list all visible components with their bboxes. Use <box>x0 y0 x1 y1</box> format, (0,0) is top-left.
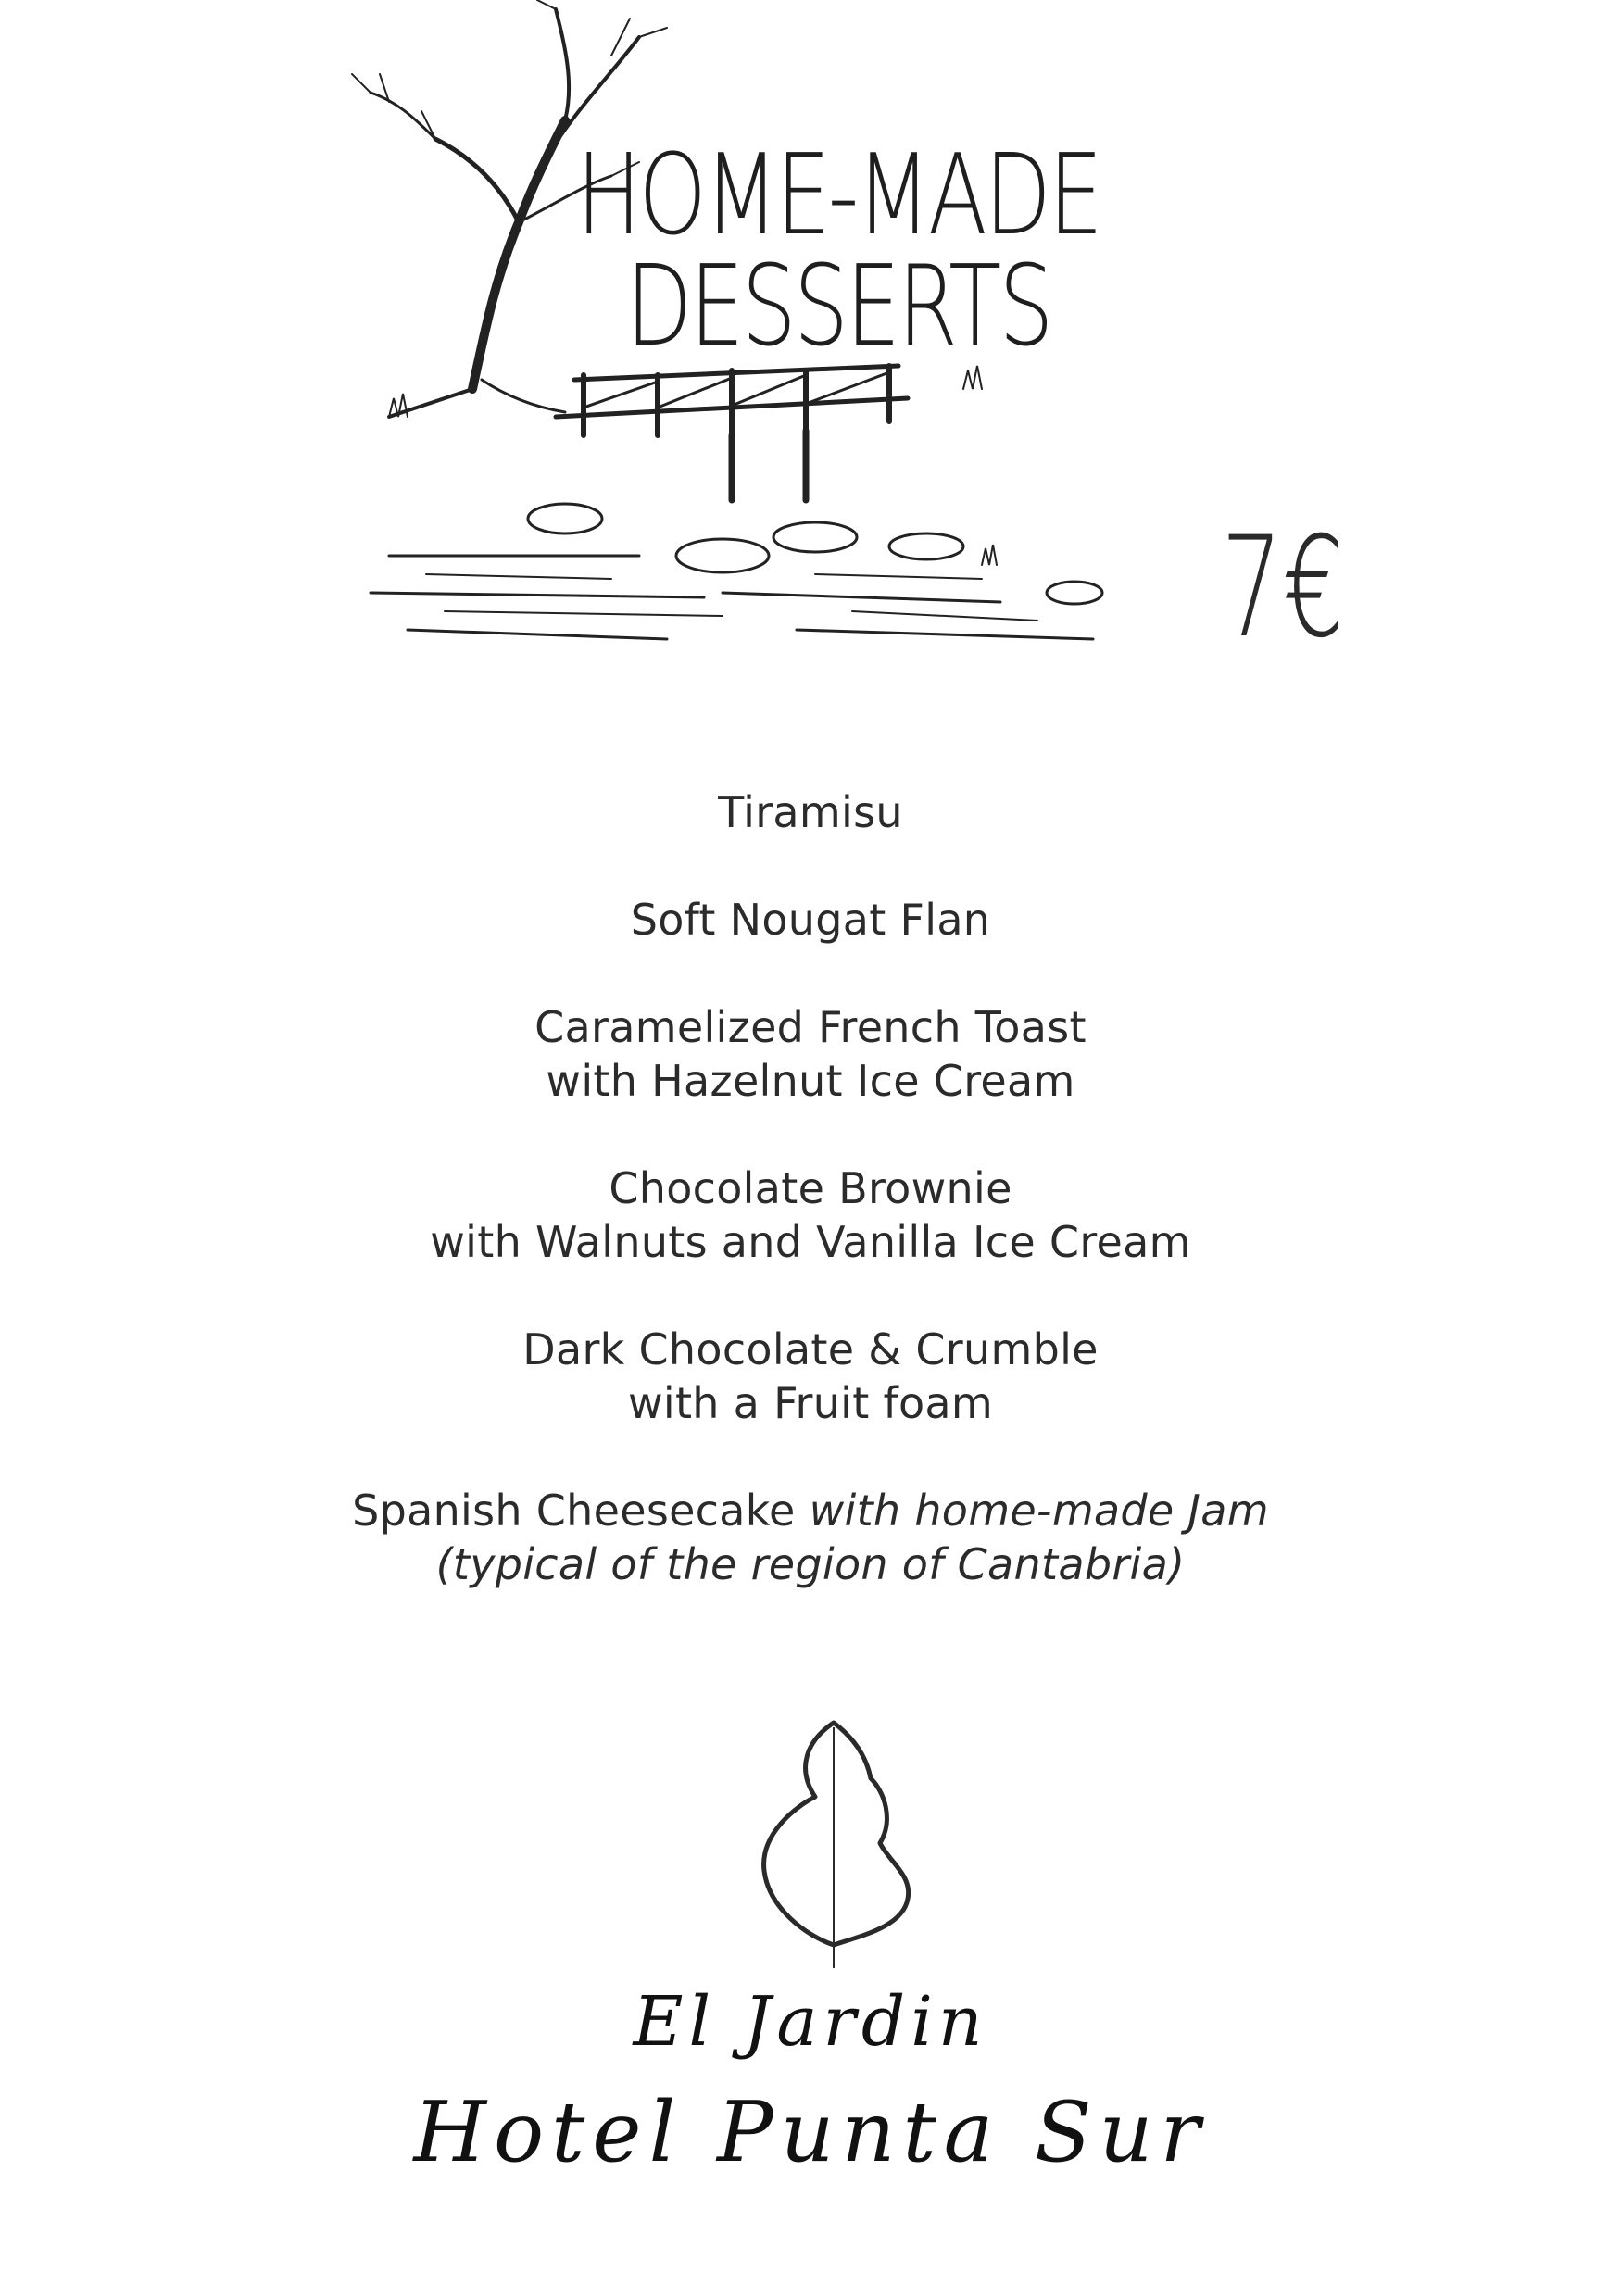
page-title-line2: DESSERTS <box>625 243 1051 371</box>
menu-item-name: Caramelized French Toast <box>534 1002 1087 1052</box>
menu-item-name <box>0 1484 1621 1537</box>
menu-item-name: Tiramisu <box>718 787 903 837</box>
price-label: 7€ <box>1221 508 1345 669</box>
menu-item-description: (typical of the region of Cantabria) <box>435 1539 1186 1589</box>
menu-item <box>0 1000 1621 1108</box>
menu-item-name-plain: Spanish Cheesecake <box>352 1486 810 1536</box>
menu-item <box>0 1484 1621 1591</box>
page-title-line1: HOME-MADE <box>576 132 1100 260</box>
menu-item <box>0 785 1621 839</box>
menu-item-description: with Walnuts and Vanilla Ice Cream <box>430 1217 1191 1267</box>
menu-item-name: Soft Nougat Flan <box>630 895 991 945</box>
leaf-icon <box>741 1713 926 1973</box>
menu-item-description: with Hazelnut Ice Cream <box>546 1056 1075 1106</box>
menu-item <box>0 893 1621 947</box>
menu-item <box>0 1323 1621 1430</box>
hotel-name: Hotel Punta Sur <box>413 2084 1208 2181</box>
menu-item-name: Chocolate Brownie <box>609 1163 1012 1213</box>
menu-item-name-italic: with home-made Jam <box>809 1486 1269 1536</box>
menu-item-name: Dark Chocolate & Crumble <box>522 1324 1099 1374</box>
restaurant-name: El Jardin <box>633 1982 988 2062</box>
dessert-menu <box>0 785 1621 1645</box>
menu-item-description: with a Fruit foam <box>627 1378 994 1428</box>
menu-item <box>0 1161 1621 1269</box>
